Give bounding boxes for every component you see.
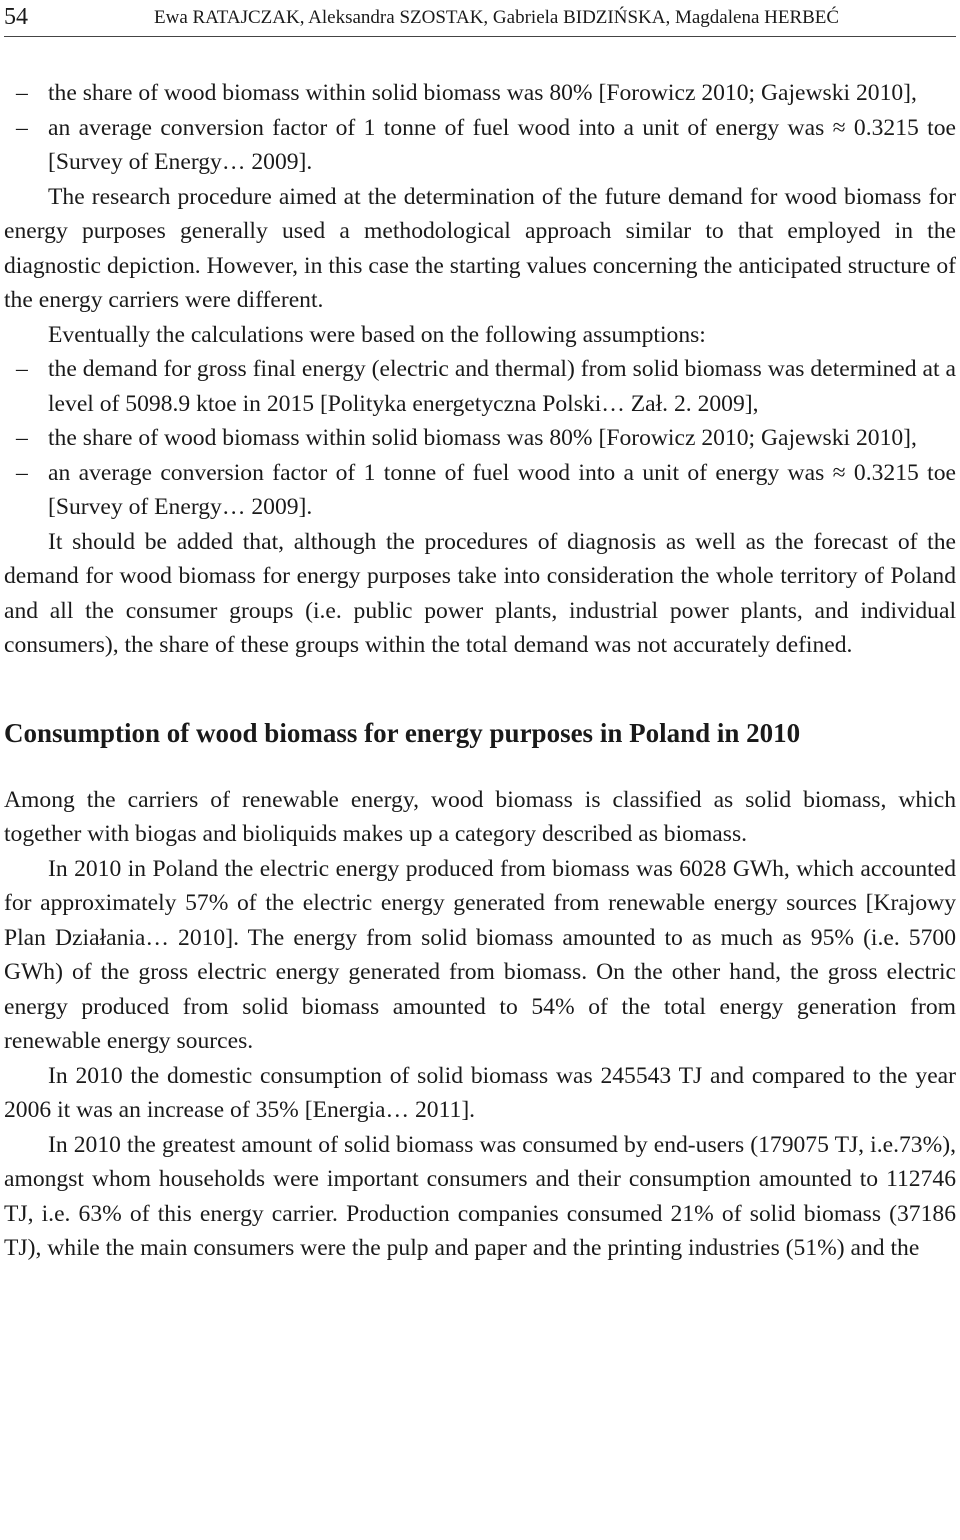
- paragraph-assumptions-intro: Eventually the calculations were based on the following assumptions:: [48, 321, 706, 348]
- list-dash: –: [16, 114, 28, 141]
- page-number: 54: [4, 4, 28, 30]
- paragraph-renewable-carriers: Among the carriers of renewable energy, wood biomass is classified as solid biomass, which together with biogas and bioliquids makes up a category described as biomass.: [4, 786, 956, 847]
- list-dash: –: [16, 356, 28, 382]
- header-rule: [4, 36, 956, 37]
- paragraph-electric-energy-2010: In 2010 in Poland the electric energy produced from biomass was 6028 GWh, which accounted for approximately 57% of the electric energy generated from renewable energy sources [Krajowy Plan Działania… 2010]. The energy from solid biomass amounted to as much as 95% (i.e. 5700 GWh) of the gross electric energy generated from biomass. On the other hand, the gross electric energy produced from solid biomass amounted to 54% of the total energy generation from renewable energy sources.: [4, 855, 956, 1054]
- list-item: [4, 456, 956, 525]
- body-text: [4, 76, 956, 1266]
- list-dash: –: [16, 425, 28, 451]
- list-item-text: the share of wood biomass within solid biomass was 80% [Forowicz 2010; Gajewski 2010],: [48, 425, 917, 451]
- list-dash: –: [16, 459, 28, 486]
- list-item: [4, 421, 956, 456]
- list-item: [4, 352, 956, 421]
- list-item-text: the demand for gross final energy (electric and thermal) from solid biomass was determined at a level of 5098.9 ktoe in 2015 [Polityka energetyczna Polski… Zał. 2. 2009],: [48, 356, 956, 417]
- list-item-text: the share of wood biomass within solid biomass was 80% [Forowicz 2010; Gajewski 2010],: [48, 80, 917, 106]
- list-item: [4, 76, 956, 111]
- paragraph-end-users: In 2010 the greatest amount of solid biomass was consumed by end-users (179075 TJ, i.e.73%), amongst whom households were important consumers and their consumption amounted to 112746 TJ, i.e. 63% of this energy carrier. Production companies consumed 21% of solid biomass (37186 TJ), while the main consumers were the pulp and paper and the printing industries (51%) and the: [4, 1131, 956, 1261]
- list-item: [4, 111, 956, 180]
- section-heading: Consumption of wood biomass for energy purposes in Poland in 2010: [4, 717, 801, 748]
- list-item-text: an average conversion factor of 1 tonne of fuel wood into a unit of energy was ≈ 0.3215 toe [Survey of Energy… 2009].: [48, 459, 956, 520]
- paragraph-added-note: It should be added that, although the procedures of diagnosis as well as the forecast of the demand for wood biomass for energy purposes take into consideration the whole territory of Poland and all the consumer groups (i.e. public power plants, industrial power plants, and individual consumers), the share of these groups within the total demand was not accurately defined.: [4, 528, 956, 658]
- paragraph-research-procedure: The research procedure aimed at the determination of the future demand for wood biomass for energy purposes generally used a methodological approach similar to that employed in the diagnostic depiction. However, in this case the starting values concerning the anticipated structure of the energy carriers were different.: [4, 183, 956, 313]
- page-header: [4, 2, 956, 36]
- paragraph-domestic-consumption: In 2010 the domestic consumption of solid biomass was 245543 TJ and compared to the year 2006 it was an increase of 35% [Energia… 2011].: [4, 1062, 956, 1123]
- list-dash: –: [16, 80, 28, 106]
- list-item-text: an average conversion factor of 1 tonne of fuel wood into a unit of energy was ≈ 0.3215 toe [Survey of Energy… 2009].: [48, 114, 956, 175]
- running-head-authors: Ewa RATAJCZAK, Aleksandra SZOSTAK, Gabriela BIDZIŃSKA, Magdalena HERBEĆ: [154, 7, 840, 28]
